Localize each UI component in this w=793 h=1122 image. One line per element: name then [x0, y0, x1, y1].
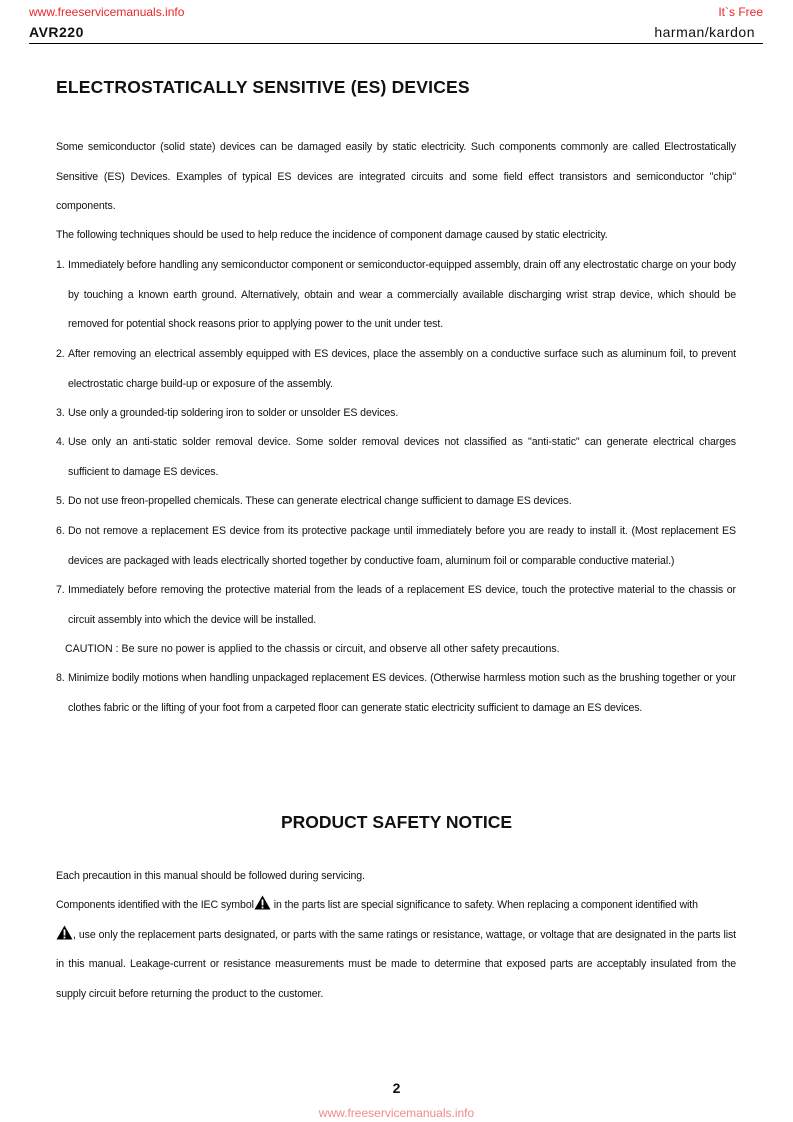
caution-label: CAUTION : [65, 643, 119, 655]
safety-section-title: PRODUCT SAFETY NOTICE [280, 812, 513, 832]
safety-text-b: in the parts list are special significance to safety. When replacing a component identified with [270, 899, 698, 911]
item-text: Use only a grounded-tip soldering iron to solder or unsolder ES devices. [68, 407, 399, 419]
safety-line-1: Each precaution in this manual should be followed during servicing. [56, 870, 365, 882]
item-number: 7. [56, 584, 65, 596]
page-number: 2 [392, 1080, 401, 1096]
item-text: After removing an electrical assembly equipped with ES devices, place the assembly on a conductive surface such as aluminum foil, to prevent electrostatic charge build-up or exposure of the assembly. [68, 348, 736, 390]
item-text: Minimize bodily motions when handling unpackaged replacement ES devices. (Otherwise harmless motion such as the brushing together or your clothes fabric or the lifting of your foot from a carpeted floor can generate static electricity sufficient to damage an ES devices. [68, 672, 736, 714]
item-text: Immediately before handling any semiconductor component or semiconductor-equipped assembly, drain off any electrostatic charge on your body by touching a known earth ground. Alternatively, obtain and wear a commercially available discharging wrist strap device, which should be removed for potential shock reasons prior to applying power to the unit under test. [68, 259, 736, 330]
warning-triangle-icon [254, 895, 271, 910]
site-url-top[interactable]: www.freeservicemanuals.info [29, 5, 185, 19]
es-section-title: ELECTROSTATICALLY SENSITIVE (ES) DEVICES [56, 77, 470, 97]
item-number: 2. [56, 348, 65, 360]
es-item-4 [56, 428, 736, 487]
safety-text-a: Components identified with the IEC symbol [56, 899, 254, 911]
es-intro: Some semiconductor (solid state) devices can be damaged easily by static electricity. Such components commonly are called Electrostatically Sensitive (ES) Devices. Examples of typical ES devices are integrated circuits and some field effect transistors and semiconductor "chip" components. [56, 141, 736, 212]
model-name: AVR220 [29, 24, 84, 40]
es-item-1 [56, 251, 736, 340]
item-number: 1. [56, 259, 65, 271]
brand-name: harman/kardon [654, 24, 755, 40]
item-number: 3. [56, 407, 65, 419]
es-lead: The following techniques should be used to help reduce the incidence of component damage caused by static electricity. [56, 229, 608, 241]
es-item-2 [56, 340, 736, 399]
es-item-5 [56, 487, 736, 517]
item-number: 6. [56, 525, 65, 537]
item-text: Do not use freon-propelled chemicals. These can generate electrical change sufficient to damage ES devices. [68, 495, 572, 507]
item-text: Use only an anti-static solder removal device. Some solder removal devices not classified as "anti-static" can generate electrical charges sufficient to damage ES devices. [68, 436, 736, 478]
safety-paragraph [56, 891, 736, 1009]
item-text: Immediately before removing the protective material from the leads of a replacement ES device, touch the protective material to the chassis or circuit assembly into which the device will be installed. [68, 584, 736, 626]
es-item-6 [56, 517, 736, 576]
safety-text-c: , use only the replacement parts designated, or parts with the same ratings or resistance, wattage, or voltage that are designated in the parts list in this manual. Leakage-current or resistance measurements must be made to determine that exposed parts are acceptably insulated from the supply circuit before returning the product to the customer. [56, 928, 736, 1000]
site-url-bottom[interactable]: www.freeservicemanuals.info [318, 1106, 475, 1120]
caution-text: Be sure no power is applied to the chassis or circuit, and observe all other safety precautions. [118, 643, 560, 655]
es-item-8 [56, 664, 736, 723]
item-number: 8. [56, 672, 65, 684]
warning-triangle-icon [56, 925, 73, 940]
item-text: Do not remove a replacement ES device from its protective package until immediately before you are ready to install it. (Most replacement ES devices are packaged with leads electrically shorted together by conductive foam, aluminum foil or comparable conductive material.) [68, 525, 736, 567]
caution-note [65, 635, 745, 665]
item-number: 4. [56, 436, 65, 448]
item-number: 5. [56, 495, 65, 507]
es-item-7 [56, 576, 736, 635]
free-label[interactable]: It`s Free [718, 5, 763, 19]
es-item-3 [56, 399, 736, 429]
header-rule [29, 43, 763, 44]
